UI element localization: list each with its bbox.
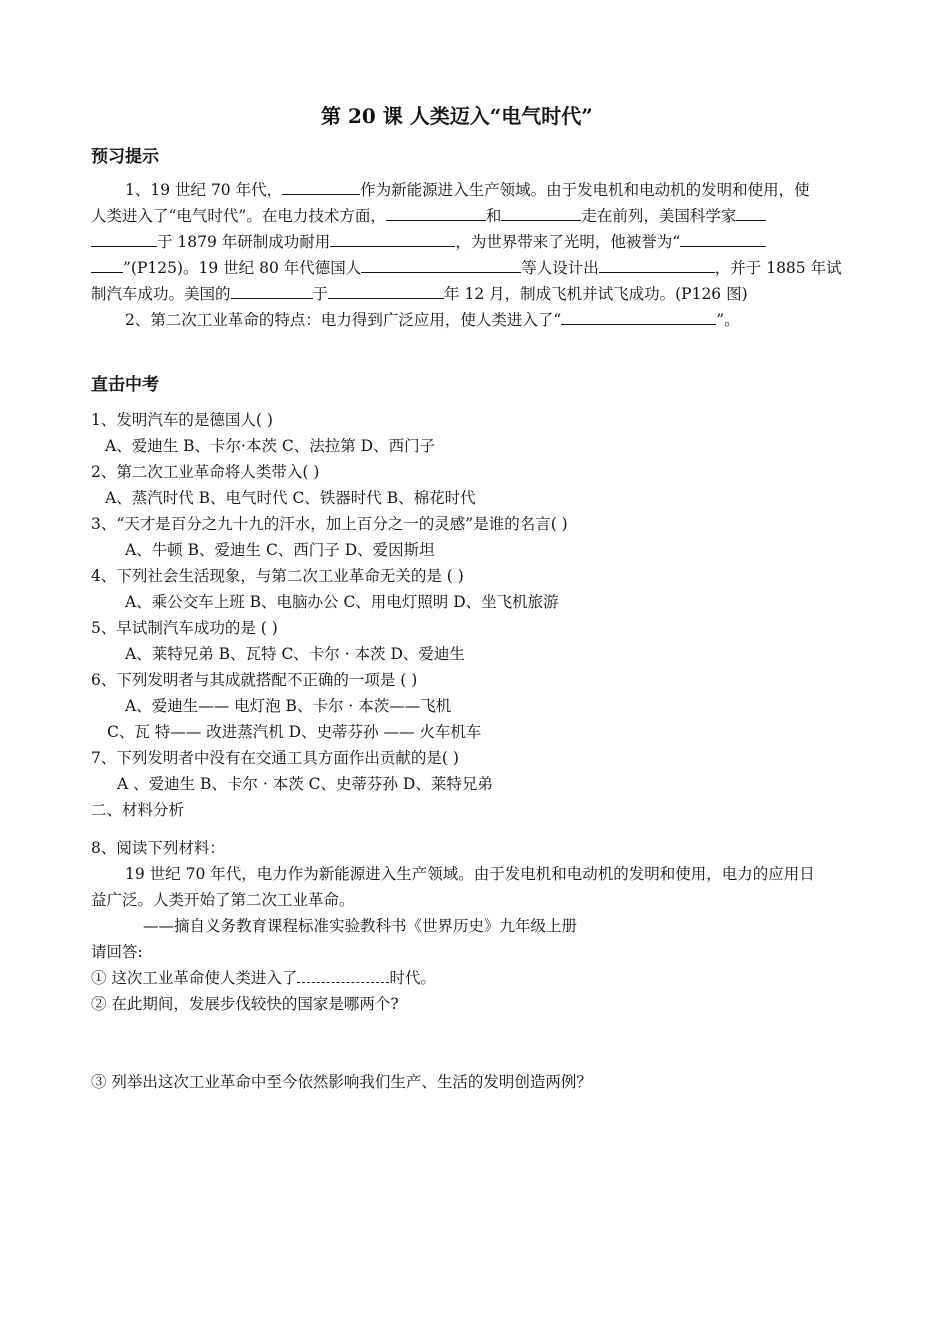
fill-blank[interactable]	[91, 230, 157, 247]
question-8: 8、阅读下列材料：	[91, 839, 225, 857]
fill-blank[interactable]	[501, 204, 581, 221]
question-4: 4、下列社会生活现象，与第二次工业革命无关的是 ( )	[91, 567, 464, 585]
question-4-options: A、乘公交车上班 B、电脑办公 C、用电灯照明 D、坐飞机旅游	[125, 593, 559, 611]
exam-heading: 直击中考	[91, 375, 159, 395]
question-2-options: A、蒸汽时代 B、电气时代 C、铁器时代 B、棉花时代	[105, 489, 476, 507]
analysis-heading: 二、材料分析	[91, 801, 185, 819]
fill-blank[interactable]	[736, 204, 766, 221]
question-6-options-a: A、爱迪生—— 电灯泡 B、卡尔 · 本茨——飞机	[125, 697, 452, 715]
material-line-1: 19 世纪 70 年代，电力作为新能源进入生产领域。由于发电机和电动机的发明和使用，电力的应用日	[125, 865, 815, 883]
fill-blank[interactable]	[330, 230, 455, 247]
question-5-options: A、莱特兄弟 B、瓦特 C、卡尔 · 本茨 D、爱迪生	[125, 645, 465, 663]
fill-blank[interactable]	[386, 204, 486, 221]
preview-line-3: 于 1879 年研制成功耐用 ，为世界带来了光明，他被誉为“	[91, 229, 766, 255]
question-3: 3、“天才是百分之九十九的汗水，加上百分之一的灵感”是谁的名言( )	[91, 515, 568, 533]
question-1-options: A、爱迪生 B、卡尔·本茨 C、法拉第 D、西门子	[105, 437, 436, 455]
fill-blank[interactable]	[231, 282, 313, 299]
material-source: ——摘自义务教育课程标准实验教科书《世界历史》九年级上册	[143, 917, 578, 935]
question-1: 1、发明汽车的是德国人( )	[91, 411, 273, 429]
preview-line-1: 1、19 世纪 70 年代， 作为新能源进入生产领域。由于发电机和电动机的发明和使用，使	[125, 177, 810, 203]
fill-blank[interactable]	[282, 178, 360, 195]
question-7-options: A 、爱迪生 B、卡尔 · 本茨 C、史蒂芬孙 D、莱特兄弟	[117, 775, 493, 793]
preview-line-4: ”(P125)。19 世纪 80 年代德国人 等人设计出 ，并于 1885 年试	[91, 255, 842, 281]
answer-prompt: 请回答:	[91, 943, 143, 961]
material-line-2: 益广泛。人类开始了第二次工业革命。	[91, 891, 355, 909]
fill-blank[interactable]	[680, 230, 766, 247]
fill-blank[interactable]	[328, 282, 444, 299]
fill-blank[interactable]	[297, 966, 389, 983]
answer-2: ② 在此期间，发展步伐较快的国家是哪两个?	[91, 995, 399, 1013]
question-7: 7、下列发明者中没有在交通工具方面作出贡献的是( )	[91, 749, 459, 767]
preview-line-2: 人类进入了“电气时代”。在电力技术方面， 和 走在前列，美国科学家	[91, 203, 766, 229]
fill-blank[interactable]	[361, 256, 521, 273]
fill-blank[interactable]	[599, 256, 715, 273]
fill-blank[interactable]	[561, 308, 716, 325]
preview-heading: 预习提示	[91, 147, 159, 167]
question-2: 2、第二次工业革命将人类带入( )	[91, 463, 320, 481]
preview-line-5: 制汽车成功。美国的 于 年 12 月，制成飞机并试飞成功。(P126 图)	[91, 281, 748, 307]
preview-line-6: 2、第二次工业革命的特点：电力得到广泛应用，使人类进入了“ ”。	[125, 307, 740, 333]
answer-3: ③ 列举出这次工业革命中至今依然影响我们生产、生活的发明创造两例？	[91, 1073, 592, 1091]
question-5: 5、早试制汽车成功的是 ( )	[91, 619, 278, 637]
answer-1: ① 这次工业革命使人类进入了 时代。	[91, 965, 436, 991]
question-6-options-b: C、瓦 特—— 改进蒸汽机 D、史蒂芬孙 —— 火车机车	[107, 723, 482, 741]
page-title: 第 20 课 人类迈入“电气时代”	[321, 104, 593, 128]
question-3-options: A、牛顿 B、爱迪生 C、西门子 D、爱因斯坦	[125, 541, 435, 559]
question-6: 6、下列发明者与其成就搭配不正确的一项是 ( )	[91, 671, 418, 689]
fill-blank[interactable]	[91, 256, 123, 273]
